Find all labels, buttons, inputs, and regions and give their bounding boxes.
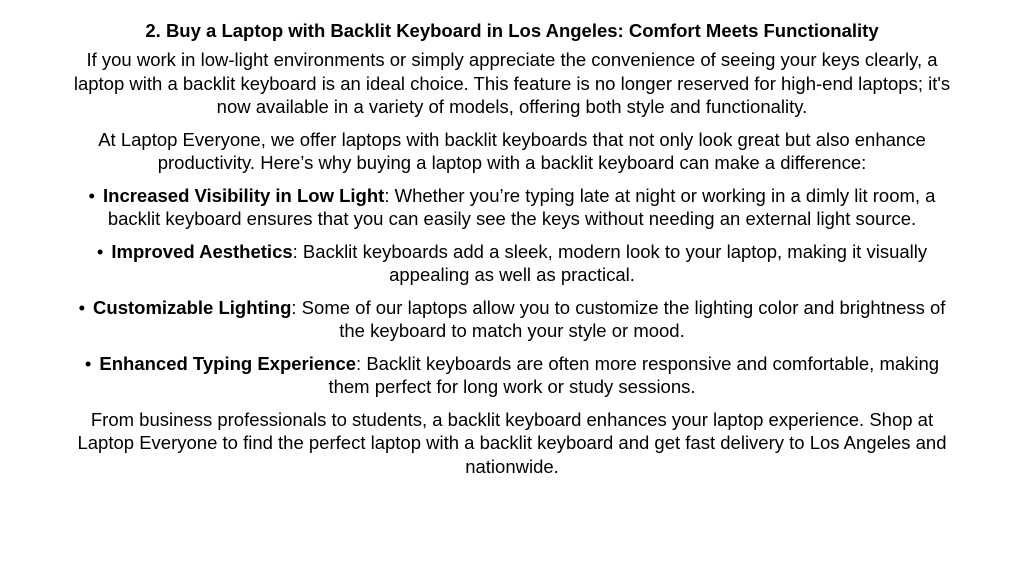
bullet-term: Increased Visibility in Low Light: [103, 184, 385, 206]
list-item: [72, 184, 952, 231]
list-item: [72, 352, 952, 399]
bullet-text: : Backlit keyboards add a sleek, modern look to your laptop, making it visually appealing as well as practical.: [292, 240, 928, 285]
closing-paragraph: From business professionals to students, a backlit keyboard enhances your laptop experience. Shop at Laptop Everyone to find the perfect laptop with a backlit keyboard and get fast delivery to Los Angeles and nationwide.: [77, 408, 947, 477]
section-title: 2. Buy a Laptop with Backlit Keyboard in Los Angeles: Comfort Meets Functionality: [145, 20, 879, 41]
bullet-icon: •: [84, 352, 92, 374]
bullet-icon: •: [88, 184, 95, 206]
bullet-text: : Some of our laptops allow you to customize the lighting color and brightness of the keyboard to match your style or mood.: [291, 296, 946, 341]
bullet-icon: •: [96, 240, 104, 262]
slide-content: [72, 18, 952, 487]
bullet-text: : Whether you’re typing late at night or working in a dimly lit room, a backlit keyboard ensures that you can easily see the keys without needing an external light source.: [107, 184, 936, 229]
bullet-term: Improved Aesthetics: [111, 240, 293, 262]
bullet-term: Enhanced Typing Experience: [99, 352, 357, 374]
bullet-term: Customizable Lighting: [93, 296, 292, 318]
list-item: [72, 240, 952, 287]
bullet-icon: •: [78, 296, 86, 318]
intro-paragraph-1: If you work in low-light environments or simply appreciate the convenience of seeing your keys clearly, a laptop with a backlit keyboard is an ideal choice. This feature is no longer reserved for high-end laptops; it's now available in a variety of models, offering both style and functionality.: [73, 49, 951, 117]
list-item: [72, 296, 952, 343]
intro-paragraph-2: At Laptop Everyone, we offer laptops with backlit keyboards that not only look great but also enhance productivity. Here’s why buying a laptop with a backlit keyboard can make a difference:: [98, 128, 926, 173]
bullet-text: : Backlit keyboards are often more responsive and comfortable, making them perfect for long work or study sessions.: [328, 352, 940, 397]
feature-list: [72, 184, 952, 399]
